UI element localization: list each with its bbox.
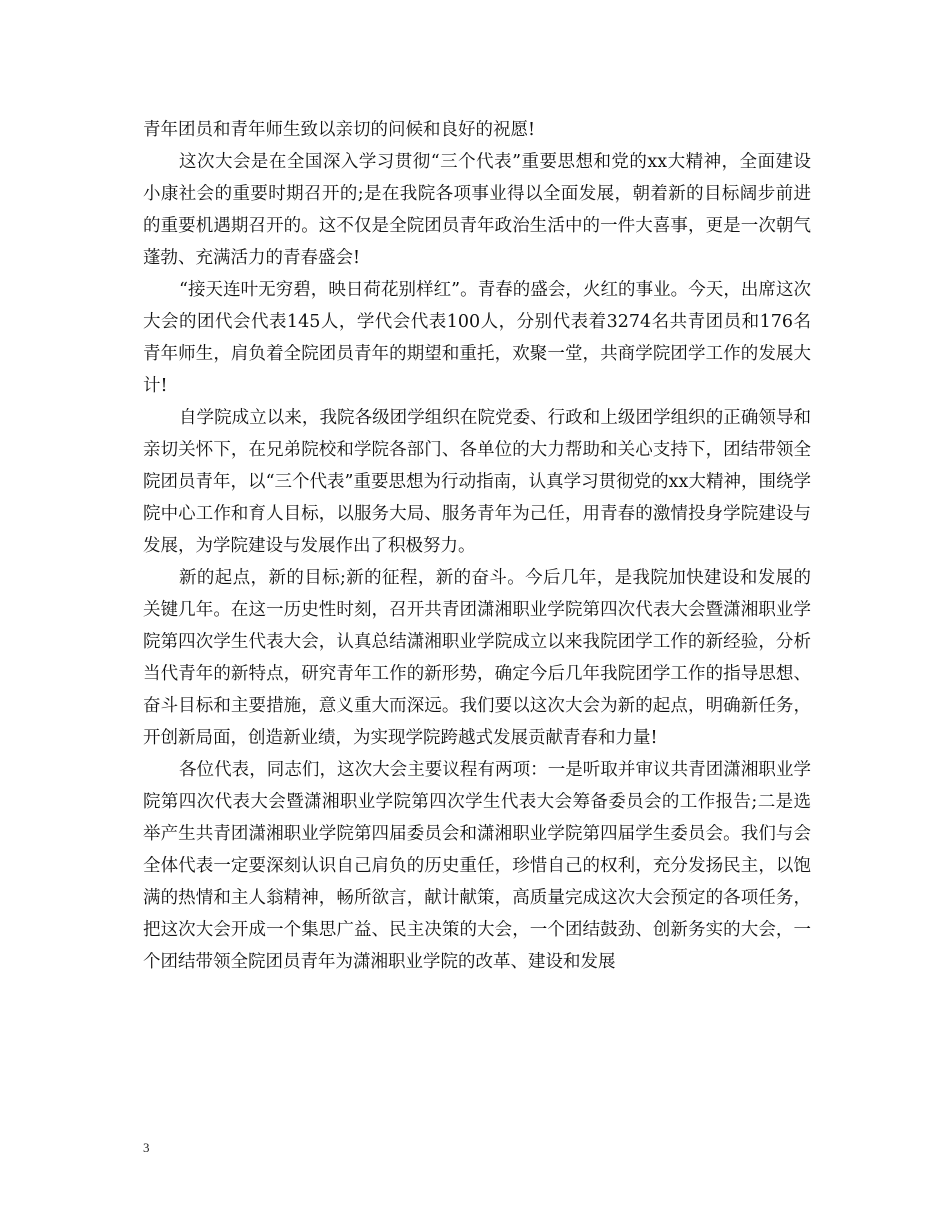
paragraph: 这次大会是在全国深入学习贯彻“三个代表”重要思想和党的xx大精神，全面建设小康社会的重要时期召开的;是在我院各项事业得以全面发展，朝着新的目标阔步前进的重要机遇期召开的。这不仅是全院团员青年政治生活中的一件大喜事，更是一次朝气蓬勃、充满活力的青春盛会! [143,152,811,268]
page-number: 3 [143,1140,150,1155]
paragraph: 新的起点，新的目标;新的征程，新的奋斗。今后几年，是我院加快建设和发展的关键几年。在这一历史性时刻，召开共青团潇湘职业学院第四次代表大会暨潇湘职业学院第四次学生代表大会，认真总结潇湘职业学院成立以来我院团学工作的新经验，分析当代青年的新特点，研究青年工作的新形势，确定今后几年我院团学工作的指导思想、奋斗目标和主要措施，意义重大而深远。我们要以这次大会为新的起点，明确新任务，开创新局面，创造新业绩，为实现学院跨越式发展贡献青春和力量! [143,568,811,748]
document-body [143,114,811,978]
paragraph-continued: 青年团员和青年师生致以亲切的问候和良好的祝愿! [143,120,536,140]
paragraph: 自学院成立以来，我院各级团学组织在院党委、行政和上级团学组织的正确领导和亲切关怀下，在兄弟院校和学院各部门、各单位的大力帮助和关心支持下，团结带领全院团员青年，以“三个代表”重要思想为行动指南，认真学习贯彻党的xx大精神，围绕学院中心工作和育人目标，以服务大局、服务青年为己任，用青春的激情投身学院建设与发展，为学院建设与发展作出了积极努力。 [143,408,811,556]
paragraph: 各位代表，同志们，这次大会主要议程有两项：一是听取并审议共青团潇湘职业学院第四次代表大会暨潇湘职业学院第四次学生代表大会筹备委员会的工作报告;二是选举产生共青团潇湘职业学院第四届委员会和潇湘职业学院第四届学生委员会。我们与会全体代表一定要深刻认识自己肩负的历史重任，珍惜自己的权利，充分发扬民主，以饱满的热情和主人翁精神，畅所欲言，献计献策，高质量完成这次大会预定的各项任务，把这次大会开成一个集思广益、民主决策的大会，一个团结鼓劲、创新务实的大会，一个团结带领全院团员青年为潇湘职业学院的改革、建设和发展 [143,760,811,972]
paragraph: “接天连叶无穷碧，映日荷花别样红”。青春的盛会，火红的事业。今天，出席这次大会的团代会代表145人，学代会代表100人，分别代表着3274名共青团员和176名青年师生，肩负着全院团员青年的期望和重托，欢聚一堂，共商学院团学工作的发展大计! [143,280,811,396]
